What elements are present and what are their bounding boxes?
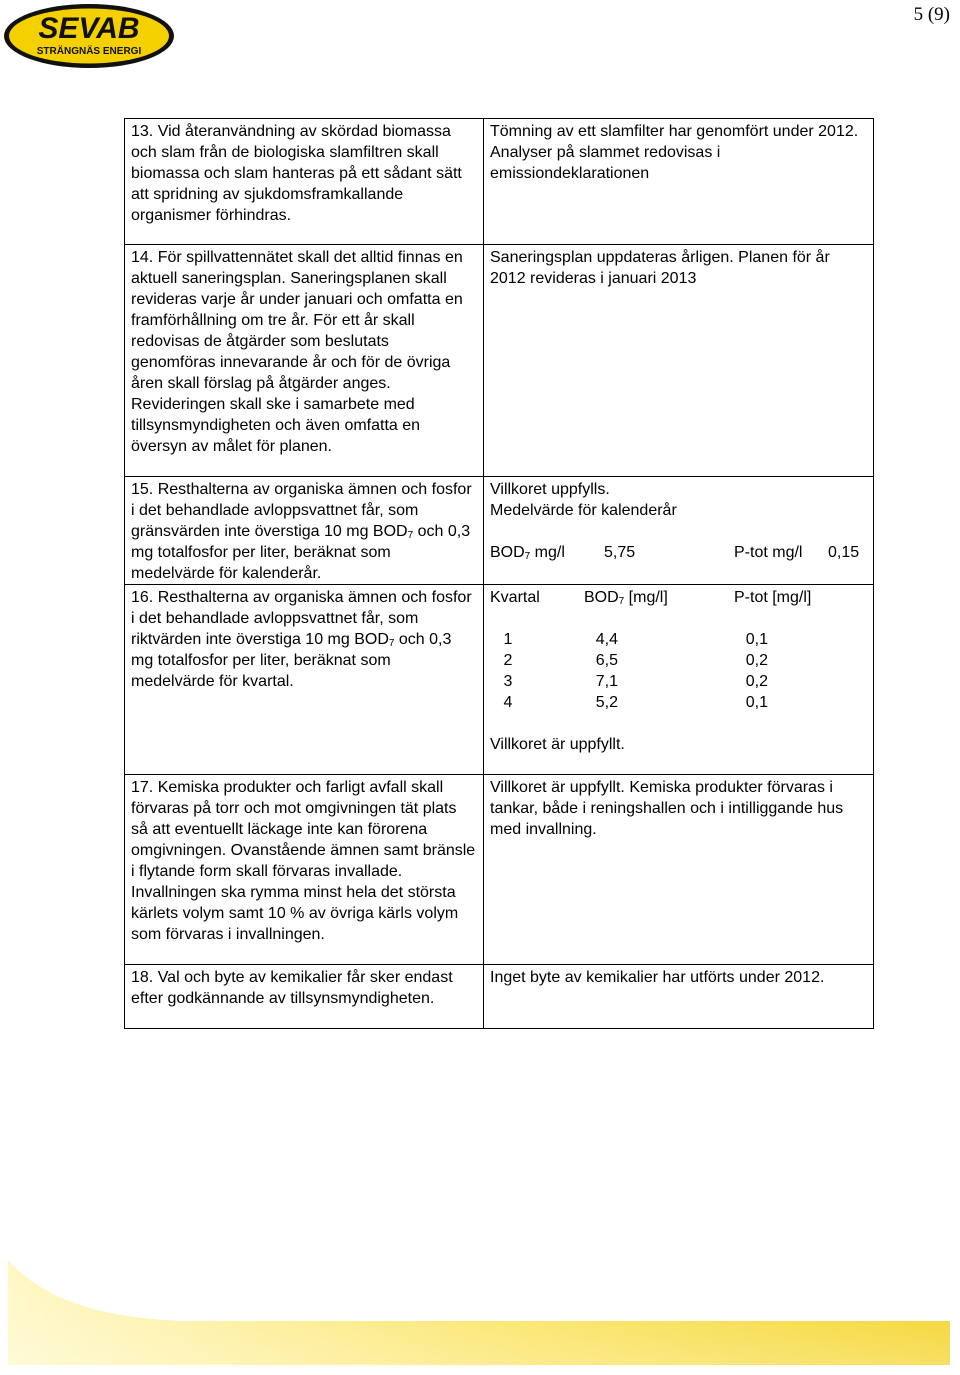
table-row <box>125 775 874 965</box>
condition-cell <box>125 965 484 1029</box>
comment-text: Tömning av ett slamfilter har genomfört under 2012. Analyser på slammet redovisas i emissiondeklarationen <box>490 123 859 182</box>
table-row <box>125 585 874 775</box>
condition-text-b: och 0,3 mg totalfosfor per liter, beräknat som medelvärde för kvartal. <box>131 631 452 690</box>
bod-label-subscript: 7 <box>524 551 531 562</box>
annual-values <box>490 542 867 563</box>
bod-subscript: 7 <box>388 638 395 649</box>
quarter-row: 2 6,5 0,2 <box>503 652 768 669</box>
condition-cell <box>125 119 484 245</box>
condition-text-a: . Resthalterna av organiska ämnen och fosfor i det behandlade avloppsvattnet får, som riktvärden inte överstiga 10 mg BOD <box>131 589 472 648</box>
table-row <box>125 245 874 477</box>
header-kvartal: Kvartal <box>490 589 540 606</box>
comment-cell <box>484 965 874 1029</box>
table-row <box>125 119 874 245</box>
quarter-table <box>490 587 811 608</box>
condition-cell <box>125 585 484 775</box>
condition-cell <box>125 775 484 965</box>
comment-cell <box>484 585 874 775</box>
table-row <box>125 965 874 1029</box>
ptot-label: P-tot mg/l <box>734 544 803 561</box>
logo-brand: SEVAB <box>38 12 140 45</box>
condition-number: 18 <box>131 969 149 986</box>
quarter-row: 3 7,1 0,2 <box>503 673 768 690</box>
quarter-row: 1 4,4 0,1 <box>503 631 768 648</box>
condition-text-b: och 0,3 mg totalfosfor per liter, beräknat som medelvärde för kalenderår. <box>131 523 471 582</box>
sevab-logo <box>2 2 176 70</box>
condition-text: . Vid återanvändning av skördad biomassa och slam från de biologiska slamfiltren skall biomassa och slam hanteras på ett sådant sätt att spridning av sjukdomsframkallande organismer förhindras. <box>131 123 462 224</box>
condition-number: 15 <box>131 481 149 498</box>
comment-text: Villkoret är uppfyllt. <box>490 736 625 753</box>
comment-text: Inget byte av kemikalier har utförts under 2012. <box>490 969 825 986</box>
bod-unit: mg/l <box>530 544 565 561</box>
comment-cell <box>484 245 874 477</box>
quarter-row: 4 5,2 0,1 <box>503 694 768 711</box>
condition-text-a: . Resthalterna av organiska ämnen och fosfor i det behandlade avloppsvattnet får, som gränsvärden inte överstiga 10 mg BOD <box>131 481 472 540</box>
comment-line: Medelvärde för kalenderår <box>490 502 677 519</box>
condition-number: 13 <box>131 123 149 140</box>
condition-number: 16 <box>131 589 149 606</box>
condition-cell <box>125 477 484 585</box>
condition-text: . För spillvattennätet skall det alltid finnas en aktuell saneringsplan. Saneringsplanen skall revideras varje år under januari och omfatta en framförhållning om tre år. För ett år skall redovisas de åtgärder som beslutats genomföras innevarande år och för de övriga åren skall förslag på åtgärder anges. Revideringen skall ske i samarbete med tillsynsmyndigheten och även omfatta en översyn av målet för planen. <box>131 249 463 455</box>
quarter-header-row <box>490 587 811 608</box>
logo-subtitle: STRÄNGNÄS ENERGI <box>36 46 142 57</box>
header-ptot: P-tot [mg/l] <box>734 589 812 606</box>
comment-cell <box>484 477 874 585</box>
condition-number: 14 <box>131 249 149 266</box>
bod-subscript: 7 <box>407 530 414 541</box>
page-number: 5 (9) <box>913 4 950 25</box>
conditions-table <box>124 118 874 1029</box>
bod-label: BOD <box>490 544 525 561</box>
header-bod: $BOD_7$ [mg/l] <box>584 589 668 607</box>
comment-line: Villkoret uppfylls. <box>490 481 610 498</box>
quarter-values <box>490 629 768 713</box>
condition-text: . Kemiska produkter och farligt avfall skall förvaras på torr och mot omgivningen tät plats så att eventuellt läckage inte kan förorena omgivningen. Ovanstående ämnen samt bränsle i flytande form skall förvaras invallade. Invallningen ska rymma minst hela det största kärlets volym samt 10 % av övriga kärls volym som förvaras i invallningen. <box>131 779 476 943</box>
footer-decoration <box>0 1255 960 1375</box>
table-row <box>125 477 874 585</box>
comment-cell <box>484 119 874 245</box>
bod-annual-value: 5,75 <box>604 544 636 561</box>
comment-text: Villkoret är uppfyllt. Kemiska produkter förvaras i tankar, både i reningshallen och i intilliggande hus med invallning. <box>490 779 844 838</box>
condition-number: 17 <box>131 779 149 796</box>
ptot-annual-value: 0,15 <box>828 544 860 561</box>
comment-text: Saneringsplan uppdateras årligen. Planen för år 2012 revideras i januari 2013 <box>490 249 830 287</box>
comment-cell <box>484 775 874 965</box>
condition-text: . Val och byte av kemikalier får sker endast efter godkännande av tillsynsmyndigheten. <box>131 969 453 1007</box>
condition-cell <box>125 245 484 477</box>
